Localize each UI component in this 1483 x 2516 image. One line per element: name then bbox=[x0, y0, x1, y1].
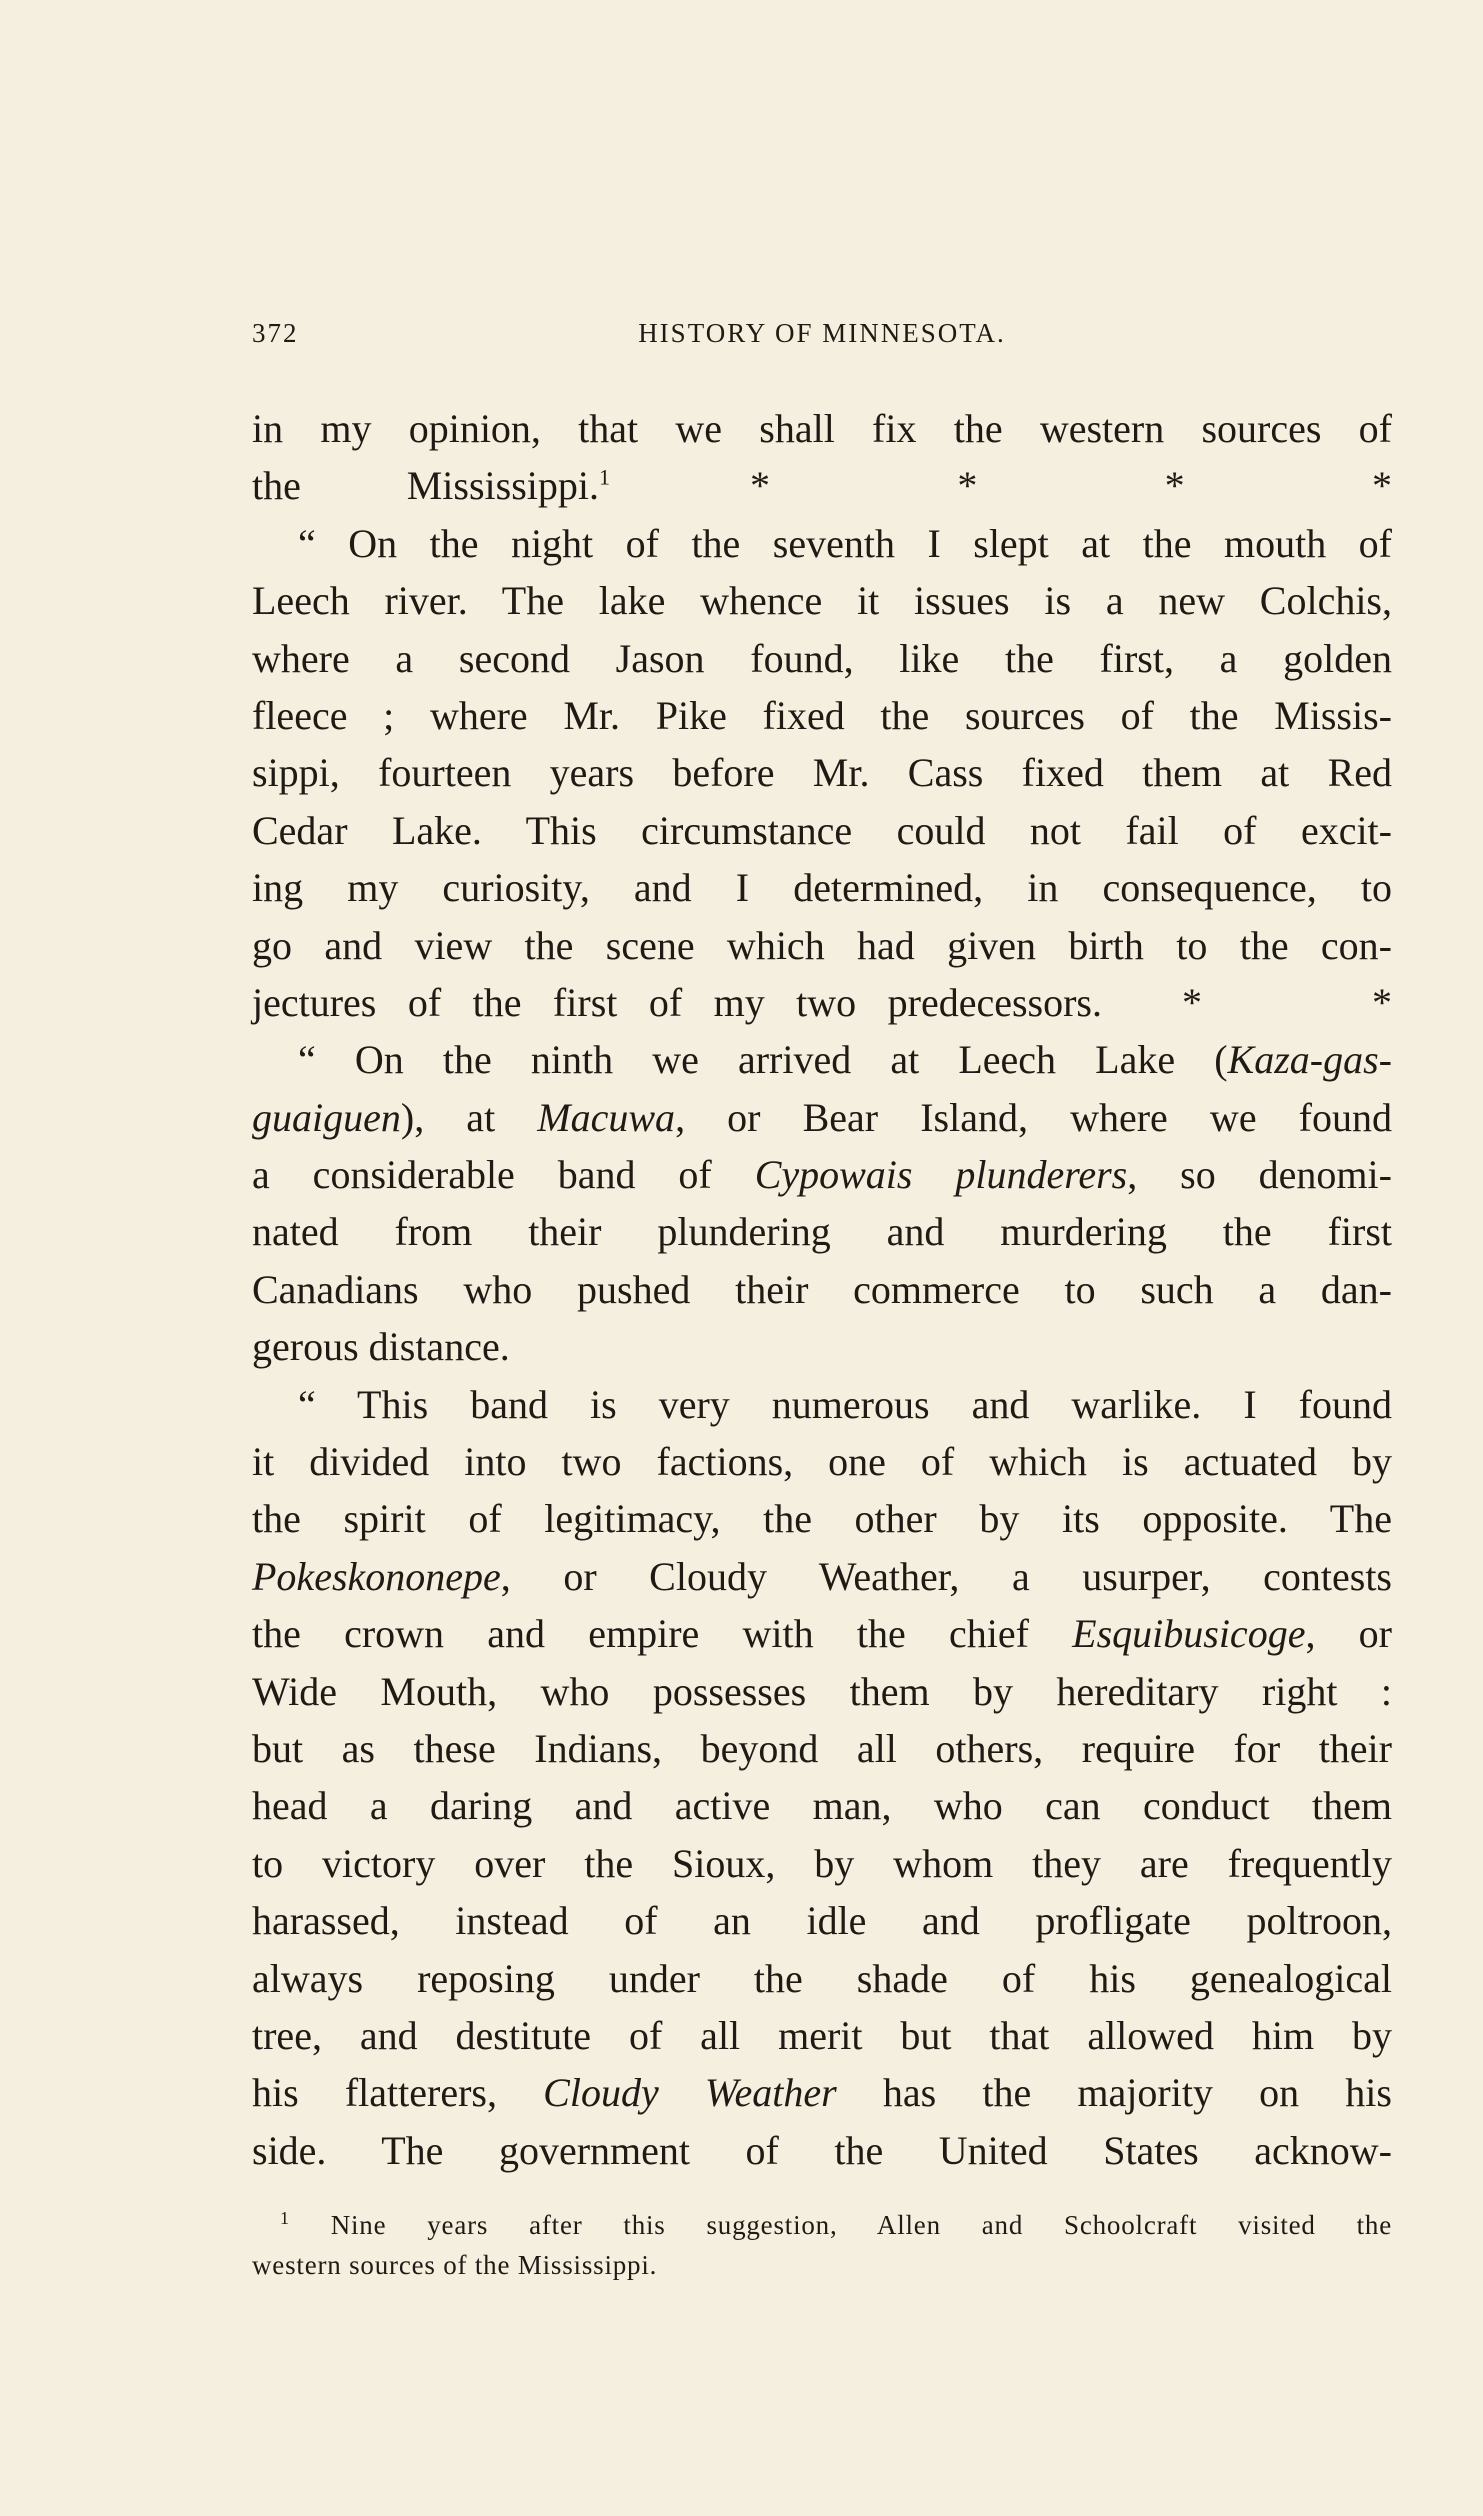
body-text bbox=[252, 400, 1392, 2179]
text-line: harassed, instead of an idle and profligate poltroon, bbox=[252, 1898, 1392, 1944]
text-span: , or Cloudy Weather, a usurper, contests bbox=[500, 1553, 1392, 1599]
page-number: 372 bbox=[252, 318, 299, 348]
text-line bbox=[252, 974, 1392, 1031]
text-line bbox=[252, 1031, 1392, 1088]
ellipsis-stars: * * * * bbox=[750, 463, 1392, 509]
text-span: , or bbox=[1305, 1611, 1392, 1657]
text-line: Wide Mouth, who possesses them by hereditary right : bbox=[252, 1668, 1392, 1714]
text-line: fleece ; where Mr. Pike fixed the sources of the Missis- bbox=[252, 692, 1392, 738]
italic-span: Cloudy Weather bbox=[543, 2070, 837, 2116]
italic-span: guaiguen bbox=[252, 1094, 401, 1140]
text-span: a considerable band of bbox=[252, 1152, 755, 1198]
footnote bbox=[252, 2205, 1392, 2285]
footnote-text: Nine years after this suggestion, Allen and Schoolcraft visited the bbox=[330, 2210, 1392, 2240]
text-line: nated from their plundering and murdering the first bbox=[252, 1209, 1392, 1255]
text-line: sippi, fourteen years before Mr. Cass fixed them at Red bbox=[252, 750, 1392, 796]
italic-span: Macuwa bbox=[537, 1094, 676, 1140]
ellipsis-stars: * * bbox=[1182, 979, 1392, 1025]
italic-span: Kaza-gas- bbox=[1227, 1037, 1392, 1083]
text-line bbox=[252, 2064, 1392, 2121]
text-span: his flatterers, bbox=[252, 2070, 544, 2116]
text-line: “ On the night of the seventh I slept at the mouth of bbox=[298, 520, 1392, 566]
text-line: Canadians who pushed their commerce to such a dan- bbox=[252, 1266, 1392, 1312]
text-line: the spirit of legitimacy, the other by its opposite. The bbox=[252, 1496, 1392, 1542]
running-head bbox=[252, 318, 1392, 358]
text-span: ), at bbox=[400, 1094, 538, 1140]
text-line bbox=[252, 1605, 1392, 1662]
footnote-reference: 1 bbox=[599, 465, 610, 491]
text-line: Leech river. The lake whence it issues is a new Colchis, bbox=[252, 578, 1392, 624]
text-span: the crown and empire with the chief bbox=[252, 1611, 1073, 1657]
text-span: “ On the ninth we arrived at Leech Lake ( bbox=[298, 1037, 1228, 1083]
text-line: “ This band is very numerous and warlike. I found bbox=[298, 1381, 1392, 1427]
footnote-marker: 1 bbox=[280, 2208, 290, 2228]
text-line: ing my curiosity, and I determined, in consequence, to bbox=[252, 865, 1392, 911]
text-span: , so denomi- bbox=[1127, 1152, 1392, 1198]
text-line: it divided into two factions, one of which is actuated by bbox=[252, 1439, 1392, 1485]
footnote-line: western sources of the Mississippi. bbox=[252, 2250, 658, 2280]
text-line: in my opinion, that we shall fix the western sources of bbox=[252, 406, 1392, 451]
text-line: tree, and destitute of all merit but that allowed him by bbox=[252, 2012, 1392, 2058]
italic-span: Esquibusicoge bbox=[1072, 1611, 1306, 1657]
footnote-line bbox=[252, 2205, 1392, 2245]
text-line: go and view the scene which had given birth to the con- bbox=[252, 922, 1392, 968]
running-title: HISTORY OF MINNESOTA. bbox=[638, 318, 1006, 348]
italic-span: Cypowais plunderers bbox=[754, 1152, 1128, 1198]
text-line: Cedar Lake. This circumstance could not fail of excit- bbox=[252, 807, 1392, 853]
text-line: gerous distance. bbox=[252, 1324, 510, 1370]
italic-span: Pokeskononepe bbox=[252, 1553, 501, 1599]
text-span: the Mississippi. bbox=[252, 463, 599, 509]
text-line bbox=[252, 1089, 1392, 1146]
text-span: has the majority on his bbox=[836, 2070, 1392, 2116]
text-line: where a second Jason found, like the first, a golden bbox=[252, 635, 1392, 681]
text-line bbox=[252, 1146, 1392, 1203]
text-span: jectures of the first of my two predecessors. bbox=[252, 979, 1102, 1025]
text-line: always reposing under the shade of his genealogical bbox=[252, 1955, 1392, 2001]
text-span: , or Bear Island, where we found bbox=[675, 1094, 1392, 1140]
text-line: but as these Indians, beyond all others, require for their bbox=[252, 1725, 1392, 1771]
text-line bbox=[252, 1548, 1392, 1605]
text-line: to victory over the Sioux, by whom they are frequently bbox=[252, 1840, 1392, 1886]
text-line: head a daring and active man, who can conduct them bbox=[252, 1783, 1392, 1829]
text-line bbox=[252, 457, 1392, 514]
text-line: side. The government of the United States acknow- bbox=[252, 2127, 1392, 2173]
